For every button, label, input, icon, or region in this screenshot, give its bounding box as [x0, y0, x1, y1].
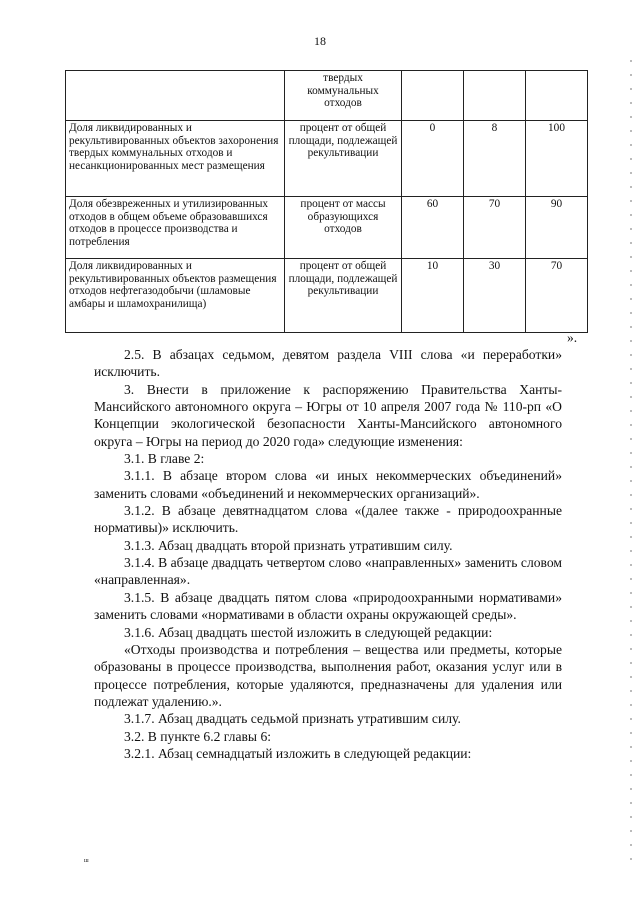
value-cell-1: 60 — [402, 197, 464, 259]
paragraph-3-1-4: 3.1.4. В абзаце двадцать четвертом слово «направленных» заменить словом «направленная». — [94, 555, 562, 588]
paragraph-3-2: 3.2. В пункте 6.2 главы 6: — [124, 728, 272, 744]
paragraph-3-1: 3.1. В главе 2: — [124, 451, 205, 467]
paragraph-3: 3. Внести в приложение к распоряжению Правительства Ханты-Мансийского автономного округа – Югры от 10 апреля 2007 года № 110-рп «О Концепции экологической безопасности Ханты-Мансийского автономного округа – Югры на период до 2020 года» следующие изменения: — [94, 381, 562, 449]
value-cell-3: 90 — [526, 197, 588, 259]
paragraph-3-1-3: 3.1.3. Абзац двадцать второй признать утратившим силу. — [124, 537, 453, 553]
value-cell-3: 100 — [526, 121, 588, 197]
indicator-cell: Доля ликвидированных и рекультивированных объектов захоронения твердых коммунальных отходов и несанкционированных мест размещения — [66, 121, 285, 197]
paragraph-3-1-6: 3.1.6. Абзац двадцать шестой изложить в следующей редакции: — [124, 624, 493, 640]
value-cell-2: 30 — [464, 259, 526, 333]
indicator-cell: Доля обезвреженных и утилизированных отходов в общем объеме образовавшихся отходов в процессе производства и потребления — [66, 197, 285, 259]
indicators-table — [65, 70, 588, 333]
table-row — [66, 121, 588, 197]
paragraph-3-1-7: 3.1.7. Абзац двадцать седьмой признать утратившим силу. — [124, 711, 461, 727]
paragraph-3-2-1: 3.2.1. Абзац семнадцатый изложить в следующей редакции: — [124, 745, 472, 761]
unit-cell: твердых коммунальных отходов — [285, 71, 402, 121]
indicator-cell: Доля ликвидированных и рекультивированных объектов размещения отходов нефтегазодобычи (шламовые амбары и шламохранилища) — [66, 259, 285, 333]
table-row — [66, 259, 588, 333]
value-cell-3 — [526, 71, 588, 121]
paragraph-3-1-1: 3.1.1. В абзаце втором слова «и иных некоммерческих объединений» заменить словами «объединений и некоммерческих организаций». — [94, 468, 562, 501]
table-closing-quote: ». — [567, 330, 578, 345]
value-cell-1: 10 — [402, 259, 464, 333]
value-cell-2: 70 — [464, 197, 526, 259]
table-row — [66, 197, 588, 259]
value-cell-2: 8 — [464, 121, 526, 197]
value-cell-1 — [402, 71, 464, 121]
paragraph-2-5: 2.5. В абзацах седьмом, девятом раздела VIII слова «и переработки» исключить. — [94, 347, 562, 380]
document-body — [94, 346, 562, 762]
unit-cell: процент от общей площади, подлежащей рекультивации — [285, 259, 402, 333]
paragraph-quote: «Отходы производства и потребления – вещества или предметы, которые образованы в процессе производства, выполнения работ, оказания услуг или в процессе потребления, которые удаляются, предназначены для удаления или подлежат удалению.». — [94, 641, 562, 709]
table-row — [66, 71, 588, 121]
unit-cell: процент от общей площади, подлежащей рекультивации — [285, 121, 402, 197]
page-number: 18 — [314, 34, 326, 48]
value-cell-2 — [464, 71, 526, 121]
footer-mark: ш — [84, 858, 89, 864]
value-cell-3: 70 — [526, 259, 588, 333]
paragraph-3-1-2: 3.1.2. В абзаце девятнадцатом слова «(далее также - природоохранные нормативы)» исключить. — [94, 503, 562, 536]
scan-edge-decoration — [630, 60, 632, 860]
indicator-cell — [66, 71, 285, 121]
unit-cell: процент от массы образующихся отходов — [285, 197, 402, 259]
value-cell-1: 0 — [402, 121, 464, 197]
paragraph-3-1-5: 3.1.5. В абзаце двадцать пятом слова «природоохранными нормативами» заменить словами «нормативами в области охраны окружающей среды». — [94, 589, 562, 623]
